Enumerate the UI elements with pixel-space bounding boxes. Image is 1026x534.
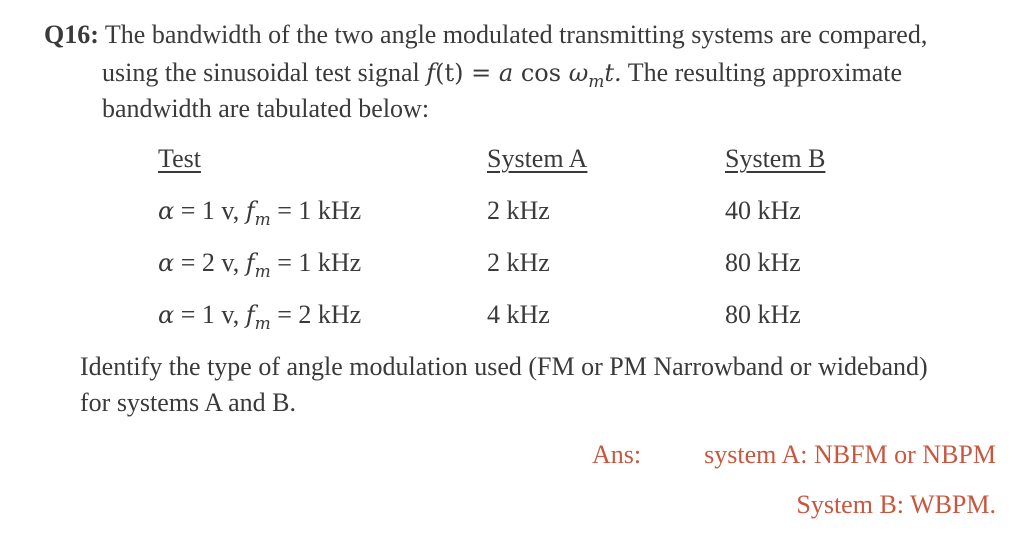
table-header-system-a: System A [487, 144, 588, 173]
prompt-line-2: for systems A and B. [80, 388, 296, 417]
alpha-symbol: α [158, 301, 175, 329]
table-row-3-test [158, 300, 361, 333]
question-line-3 [102, 94, 429, 124]
table-header-test: Test [158, 144, 201, 173]
question-line-1-text: The bandwidth of the two angle modulated transmitting systems are compared, [98, 20, 928, 49]
frequency-text: = 1 kHz [270, 196, 362, 225]
answer-line-1: system A: NBFM or NBPM [704, 440, 996, 469]
question-line-3-text: bandwidth are tabulated below: [102, 94, 430, 123]
m-subscript: m [254, 262, 271, 282]
table-header-system-b: System B [725, 144, 826, 173]
table-row-3-system-a: 4 kHz [487, 300, 550, 329]
alpha-symbol: α [158, 197, 175, 225]
math-a: a [498, 59, 514, 87]
amplitude-text: = 1 v, [174, 300, 246, 329]
question-line-2 [102, 58, 902, 91]
f-symbol: f [245, 197, 255, 225]
alpha-symbol: α [158, 249, 175, 277]
amplitude-text: = 1 v, [174, 196, 246, 225]
table-row-3-system-b: 80 kHz [725, 300, 801, 329]
frequency-text: = 2 kHz [270, 300, 362, 329]
question-line-1 [44, 20, 927, 50]
math-m-sub: m [588, 72, 605, 92]
math-f: f [426, 59, 436, 87]
answer-line-2: System B: WBPM. [796, 490, 996, 519]
m-subscript: m [254, 314, 271, 334]
amplitude-text: = 2 v, [174, 248, 246, 277]
frequency-text: = 1 kHz [270, 248, 362, 277]
table-row-2-system-a: 2 kHz [487, 248, 550, 277]
m-subscript: m [254, 210, 271, 230]
table-row-2-test [158, 248, 361, 281]
math-omega: ω [568, 59, 589, 87]
math-cos: cos [513, 59, 569, 87]
answer-label: Ans: [592, 440, 642, 469]
f-symbol: f [245, 301, 255, 329]
math-equals: = [463, 59, 499, 87]
table-row-1-test [158, 196, 361, 229]
question-label: Q16: [44, 20, 99, 49]
prompt-line-1: Identify the type of angle modulation used (FM or PM Narrowband or wideband) [80, 352, 928, 381]
math-t: t. [604, 59, 622, 87]
math-t-paren: (t) [435, 59, 464, 87]
table-row-1-system-a: 2 kHz [487, 196, 550, 225]
table-row-1-system-b: 40 kHz [725, 196, 801, 225]
table-row-2-system-b: 80 kHz [725, 248, 801, 277]
f-symbol: f [245, 249, 255, 277]
question-line-2-prefix: using the sinusoidal test signal [102, 58, 427, 87]
question-line-2-suffix: The resulting approximate [621, 58, 903, 87]
